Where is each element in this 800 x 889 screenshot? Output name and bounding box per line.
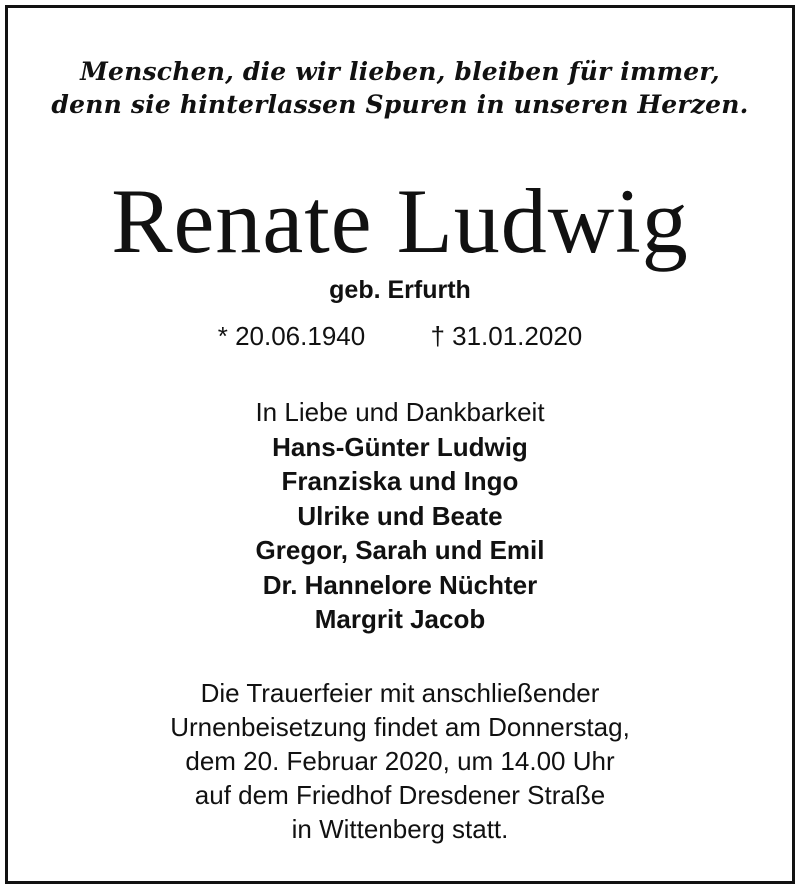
mourner-name: Dr. Hannelore Nüchter bbox=[262, 569, 538, 600]
birth-date: * 20.06.1940 bbox=[217, 321, 366, 351]
mourners-list bbox=[8, 395, 792, 637]
maiden-name: geb. Erfurth bbox=[329, 276, 471, 304]
memorial-quote bbox=[8, 55, 792, 121]
mourner-name: Hans-Günter Ludwig bbox=[272, 431, 528, 462]
ceremony-line: auf dem Friedhof Dresdener Straße bbox=[194, 780, 606, 810]
mourner-name: Gregor, Sarah und Emil bbox=[255, 535, 545, 565]
deceased-name: Renate Ludwig bbox=[111, 170, 689, 272]
ceremony-line: Die Trauerfeier mit anschließender bbox=[200, 678, 600, 708]
ceremony-line: Urnenbeisetzung findet am Donnerstag, bbox=[170, 712, 630, 742]
mourner-name: Margrit Jacob bbox=[314, 604, 486, 634]
mourner-name: Franziska und Ingo bbox=[281, 466, 519, 496]
quote-line: denn sie hinterlassen Spuren in unseren Herzen. bbox=[51, 90, 749, 119]
life-dates bbox=[8, 320, 792, 352]
obituary-notice bbox=[5, 5, 795, 884]
ceremony-details bbox=[8, 676, 792, 846]
mourners-intro: In Liebe und Dankbarkeit bbox=[255, 397, 545, 427]
death-date: † 31.01.2020 bbox=[430, 321, 583, 351]
quote-line: Menschen, die wir lieben, bleiben für immer, bbox=[80, 57, 720, 86]
mourner-name: Ulrike und Beate bbox=[297, 500, 503, 531]
ceremony-line: dem 20. Februar 2020, um 14.00 Uhr bbox=[185, 746, 615, 776]
ceremony-line: in Wittenberg statt. bbox=[291, 814, 509, 844]
